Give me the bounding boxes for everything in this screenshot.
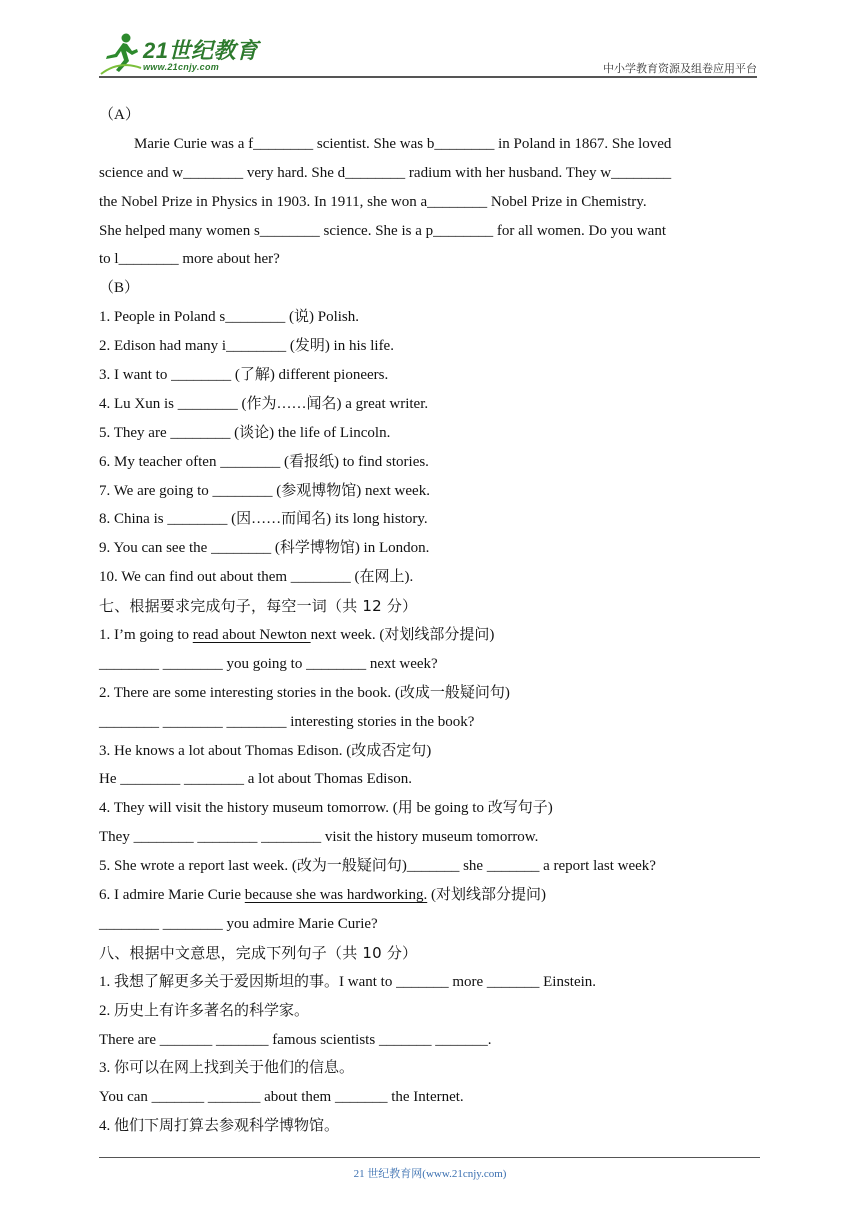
question-item bbox=[99, 881, 761, 910]
question-text: next week. (对划线部分提问) bbox=[310, 627, 495, 644]
question-item: 4. They will visit the history museum tomorrow. (用 be going to 改写句子) bbox=[99, 800, 553, 817]
passage-line: science and w________ very hard. She d________ radium with her husband. They w________ bbox=[99, 164, 672, 181]
answer-line: He ________ ________ a lot about Thomas Edison. bbox=[99, 771, 413, 788]
page-header bbox=[99, 30, 757, 78]
site-logo bbox=[99, 30, 269, 76]
question-item: 4. 他们下周打算去参观科学博物馆。 bbox=[99, 1118, 340, 1135]
underlined-phrase: because she was hardworking. bbox=[244, 887, 428, 904]
question-item: 3. 你可以在网上找到关于他们的信息。 bbox=[99, 1060, 355, 1077]
question-item: 4. Lu Xun is ________ (作为……闻名) a great writer. bbox=[99, 395, 429, 412]
question-text: 1. I’m going to bbox=[99, 627, 193, 644]
passage-line: She helped many women s________ science. She is a p________ for all women. Do you want bbox=[99, 222, 666, 239]
question-item bbox=[99, 621, 761, 650]
passage-line: Marie Curie was a f________ scientist. She was b________ in Poland in 1867. She loved bbox=[134, 135, 672, 152]
question-item: 8. China is ________ (因……而闻名) its long history. bbox=[99, 511, 428, 528]
part-a-label: （A） bbox=[99, 107, 140, 123]
runner-logo-icon bbox=[99, 30, 143, 76]
question-text: 6. I admire Marie Curie bbox=[99, 887, 245, 904]
section-heading: 八、根据中文意思，完成下列句子（共 10 分） bbox=[99, 943, 418, 962]
question-item: 9. You can see the ________ (科学博物馆) in London. bbox=[99, 540, 430, 557]
question-item: 2. There are some interesting stories in the book. (改成一般疑问句) bbox=[99, 684, 510, 701]
logo-url: www.21cnjy.com bbox=[143, 62, 220, 72]
answer-line: You can _______ _______ about them _______ the Internet. bbox=[99, 1089, 464, 1106]
question-item: 2. Edison had many i________ (发明) in his life. bbox=[99, 338, 394, 355]
logo-text: 21世纪教育 bbox=[143, 38, 259, 63]
footer-text: 21 世纪教育网(www.21cnjy.com) bbox=[353, 1168, 507, 1180]
answer-line: ________ ________ ________ interesting stories in the book? bbox=[99, 713, 475, 730]
underlined-phrase: read about Newton bbox=[192, 627, 311, 644]
question-item: 5. She wrote a report last week. (改为一般疑问句)_______ she _______ a report last week? bbox=[99, 858, 656, 875]
answer-line: There are _______ _______ famous scientists _______ _______. bbox=[99, 1031, 492, 1048]
answer-line: They ________ ________ ________ visit the history museum tomorrow. bbox=[99, 829, 539, 846]
question-item: 1. People in Poland s________ (说) Polish. bbox=[99, 309, 360, 326]
header-divider bbox=[99, 76, 757, 78]
part-b-label: （B） bbox=[99, 280, 140, 297]
passage-line: the Nobel Prize in Physics in 1903. In 1911, she won a________ Nobel Prize in Chemistry. bbox=[99, 193, 647, 210]
passage-line: to l________ more about her? bbox=[99, 251, 280, 268]
answer-line: ________ ________ you admire Marie Curie? bbox=[99, 915, 378, 932]
section-heading: 七、根据要求完成句子，每空一词（共 12 分） bbox=[99, 597, 418, 616]
worksheet-content bbox=[99, 101, 761, 1141]
question-item: 1. 我想了解更多关于爱因斯坦的事。I want to _______ more _______ Einstein. bbox=[99, 973, 597, 990]
question-item: 10. We can find out about them ________ (在网上). bbox=[99, 569, 414, 586]
question-item: 6. My teacher often ________ (看报纸) to find stories. bbox=[99, 453, 429, 470]
question-item: 3. I want to ________ (了解) different pioneers. bbox=[99, 367, 389, 384]
answer-line: ________ ________ you going to ________ next week? bbox=[99, 655, 438, 672]
platform-tagline: 中小学教育资源及组卷应用平台 bbox=[603, 62, 757, 75]
question-item: 5. They are ________ (谈论) the life of Lincoln. bbox=[99, 424, 391, 441]
question-item: 7. We are going to ________ (参观博物馆) next week. bbox=[99, 482, 430, 499]
question-text: (对划线部分提问) bbox=[427, 887, 546, 904]
question-item: 3. He knows a lot about Thomas Edison. (改成否定句) bbox=[99, 742, 432, 759]
question-item: 2. 历史上有许多著名的科学家。 bbox=[99, 1002, 310, 1019]
footer-divider bbox=[99, 1157, 760, 1158]
